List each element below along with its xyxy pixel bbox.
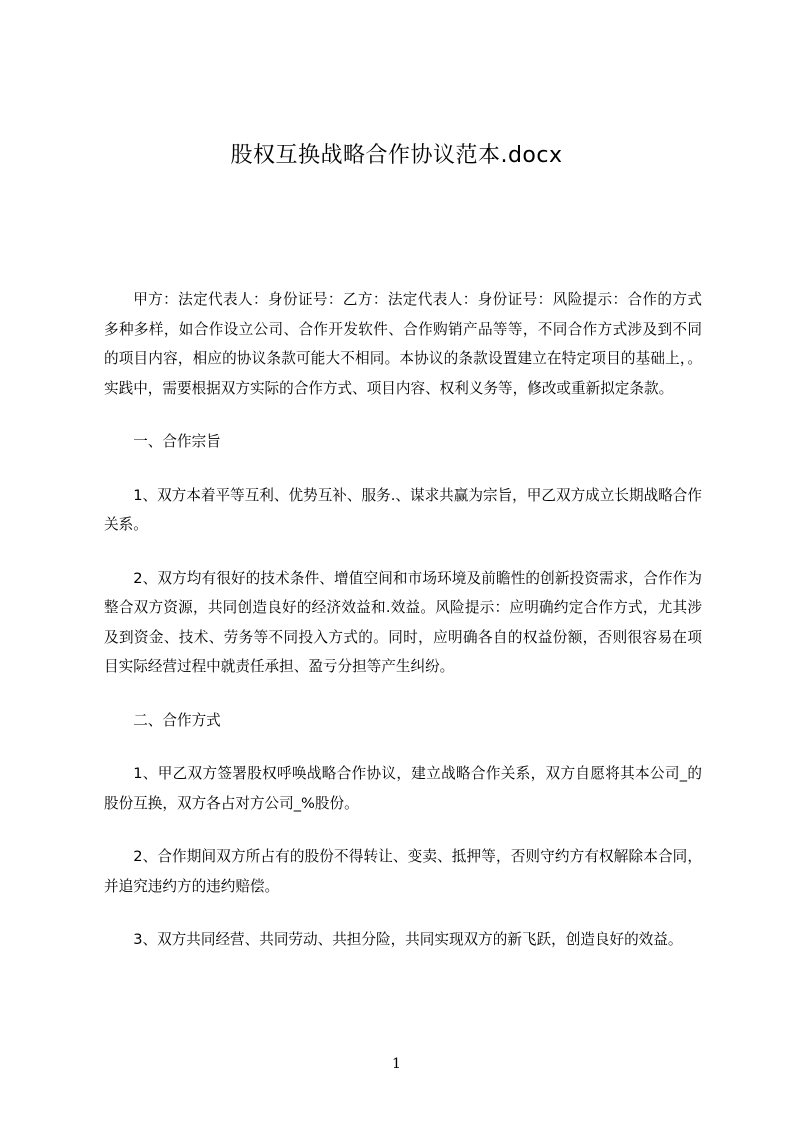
clause-paragraph: 2、双方均有很好的技术条件、增值空间和市场环境及前瞻性的创新投资需求，合作作为整合双方资源，共同创造良好的经济效益和.效益。风险提示：应明确约定合作方式，尤其涉及到资金、技术、劳务等不同投入方式的。同时，应明确各自的权益份额，否则很容易在项目实际经营过程中就责任承担、盈亏分担等产生纠纷。 (104, 569, 702, 675)
clause-paragraph: 2、合作期间双方所占有的股份不得转让、变卖、抵押等，否则守约方有权解除本合同，并追究违约方的违约赔偿。 (104, 848, 702, 895)
document-title: 股权互换战略合作协议范本.docx (230, 143, 563, 168)
section-heading-purpose: 一、合作宗旨 (133, 433, 221, 450)
intro-paragraph: 甲方：法定代表人：身份证号：乙方：法定代表人：身份证号：风险提示：合作的方式多种多样，如合作设立公司、合作开发软件、合作购销产品等等，不同合作方式涉及到不同的项目内容，相应的协议条款可能大不相同。本协议的条款设置建立在特定项目的基础上，。实践中，需要根据双方实际的合作方式、项目内容、权利义务等，修改或重新拟定条款。 (104, 291, 702, 397)
clause-paragraph: 1、双方本着平等互利、优势互补、服务.、谋求共赢为宗旨，甲乙双方成立长期战略合作关系。 (104, 486, 702, 533)
page-number: 1 (392, 1056, 401, 1072)
clause-paragraph: 1、甲乙双方签署股权呼唤战略合作协议，建立战略合作关系，双方自愿将其本公司_的股份互换，双方各占对方公司_%股份。 (104, 765, 702, 812)
clause-paragraph: 3、双方共同经营、共同劳动、共担分险，共同实现双方的新飞跃，创造良好的效益。 (133, 931, 683, 948)
section-heading-method: 二、合作方式 (133, 711, 221, 729)
document-body (104, 285, 702, 979)
